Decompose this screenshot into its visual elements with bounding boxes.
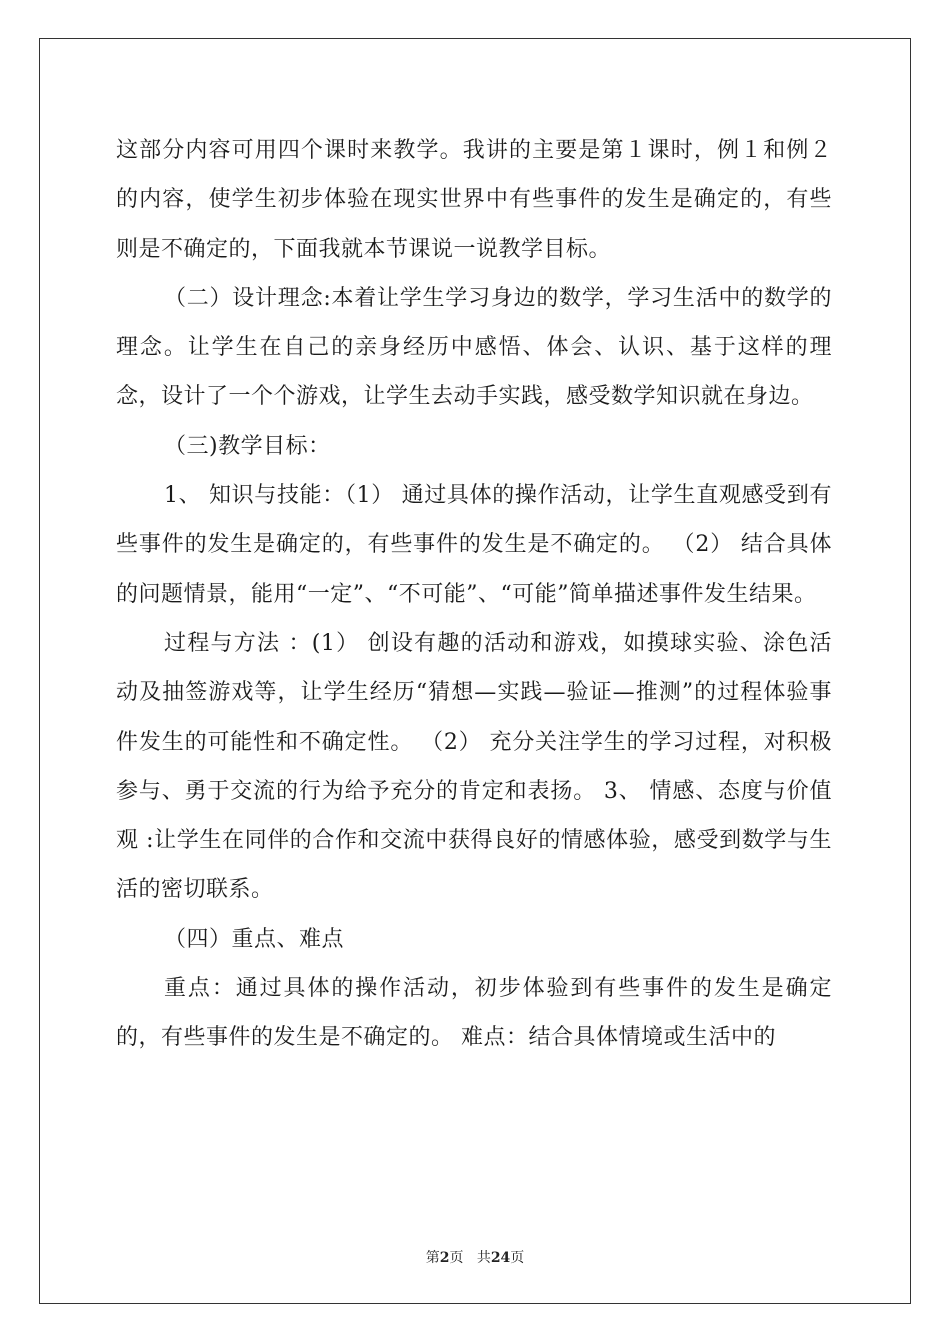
page-number: 2 — [439, 1250, 450, 1266]
paragraph-1: 这部分内容可用四个课时来教学。我讲的主要是第１课时，例１和例２的内容，使学生初步体验在现实世界中有些事件的发生是确定的，有些则是不确定的，下面我就本节课说一说教学目标。 — [116, 138, 832, 262]
total-suffix: 页 — [510, 1250, 525, 1266]
paragraph-4: 1、 知识与技能：（1） 通过具体的操作活动，让学生直观感受到有些事件的发生是确定的，有些事件的发生是不确定的。 （2） 结合具体的问题情景，能用“一定”、“不可能”、“可能”简单描述事件发生结果。 — [116, 483, 832, 607]
paragraph-2: （二）设计理念:本着让学生学习身边的数学，学习生活中的数学的理念。让学生在自己的亲身经历中感悟、体会、认识、基于这样的理念，设计了一个个游戏，让学生去动手实践，感受数学知识就在身边。 — [116, 285, 832, 410]
paragraph-6-heading: （四）重点、难点 — [164, 926, 345, 952]
page-footer — [0, 1247, 950, 1267]
total-prefix: 共 — [476, 1250, 491, 1266]
page-prefix: 第 — [425, 1250, 440, 1266]
paragraph-5: 过程与方法 ：(1） 创设有趣的活动和游戏，如摸球实验、涂色活动及抽签游戏等，让学生经历“猜想—实践—验证—推测”的过程体验事件发生的可能性和不确定性。 （2） 充分关注学生的学习过程，对积极参与、勇于交流的行为给予充分的肯定和表扬。 3、 情感、态度与价值观 :让学生在同伴的合作和交流中获得良好的情感体验，感受到数学与生活的密切联系。 — [116, 630, 832, 903]
total-pages: 24 — [490, 1250, 511, 1266]
document-body — [116, 126, 832, 1063]
paragraph-3-heading: （三)教学目标： — [164, 433, 331, 459]
paragraph-7: 重点：通过具体的操作活动，初步体验到有些事件的发生是确定的，有些事件的发生是不确定的。 难点：结合具体情境或生活中的 — [116, 976, 832, 1051]
page-suffix: 页 — [449, 1250, 464, 1266]
